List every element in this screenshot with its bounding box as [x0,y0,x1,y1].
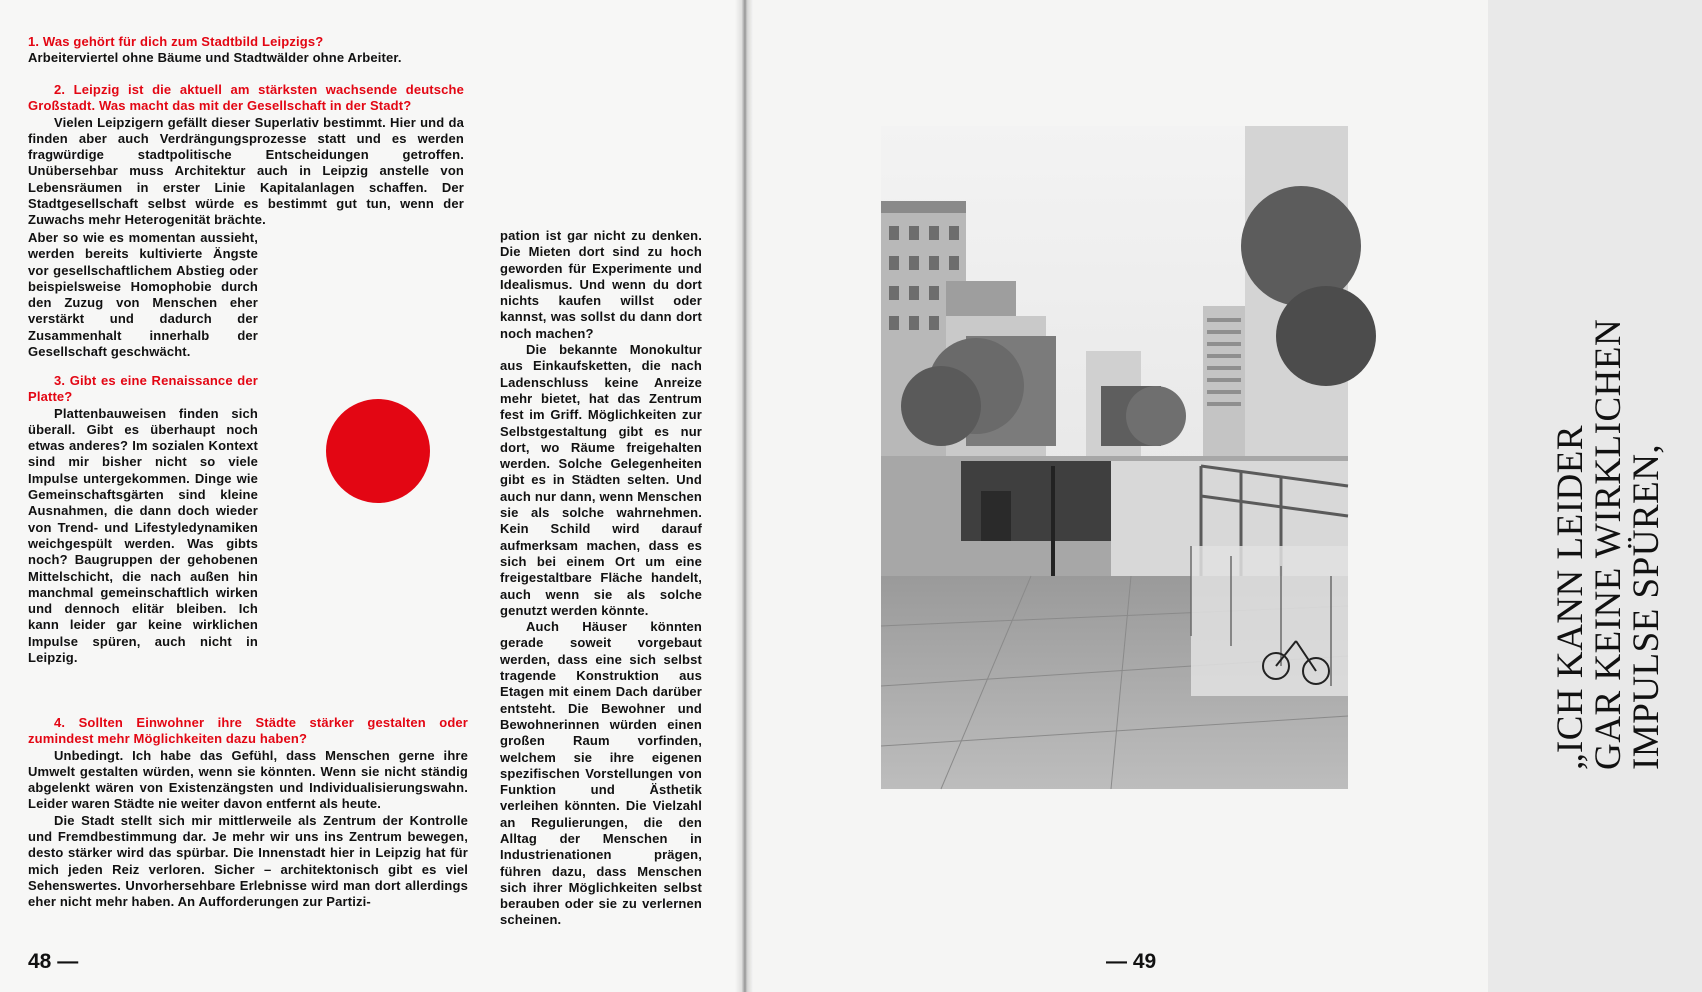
pull-quote [1552,290,1702,770]
street-photo-image [881,126,1348,789]
page-number-right: — 49 [1106,950,1157,973]
pull-quote-line-1: „ICH KANN LEIDER [1550,424,1591,770]
page-number-left: 48 — [28,950,79,973]
pull-quote-line-2: GAR KEINE WIRKLICHEN [1588,318,1629,770]
pull-quote-line-3: IMPULSE SPÜREN, [1626,443,1667,770]
question-1: 1. Was gehört für dich zum Stadtbild Leipzigs? [28,34,324,49]
question-2: 2. Leipzig ist die aktuell am stärksten wachsende deutsche Großstadt. Was macht das mit der Gesellschaft in der Stadt? [28,82,464,114]
answer-2-continued [28,230,258,360]
red-circle [326,399,430,503]
column-2-paragraph-3: Auch Häuser könnten gerade soweit vorgebaut werden, dass eine sich selbst tragende Konstruktion aus Etagen mit einem Dach darüber entsteht. Die Bewohner und Bewohnerinnen würden einen großen Raum vorfinden, welchem sie ihre eigenen spezifischen Vorstellungen von Funktion und Ästhetik verleihen könnten. Die Vielzahl an Regulierungen, die den Alltag der Menschen in Industrienationen prägen, führen dazu, dass Menschen sich ihrer Möglichkeiten selbst berauben oder sie zu verlernen scheinen. [500,619,702,928]
answer-2-narrow: Aber so wie es momentan aussieht, werden bereits kultivierte Ängste vor gesellschaftlichem Abstieg oder beispielsweise Homophobie durch den Zuzug von Menschen eher verstärkt und dadurch der Zusammenhalt innerhalb der Gesellschaft geschwächt. [28,230,258,360]
answer-1: Arbeiterviertel ohne Bäume und Stadtwälder ohne Arbeiter. [28,50,402,66]
answer-4-paragraph-1: Unbedingt. Ich habe das Gefühl, dass Menschen gerne ihre Umwelt gestalten würden, wenn sie könnten. Wenn sie nicht ständig abgelenkt wären von Existenzängsten und Individualisierungswahn. Leider waren Städte nie weiter davon entfernt als heute. [28,747,468,812]
answer-3: Plattenbauweisen finden sich überall. Gibt es überhaupt noch etwas anderes? Im sozialen Kontext sind mir bisher nicht so viele Impulse untergekommen. Dinge wie Gemeinschaftsgärten sind kleine Ausnahmen, die dann doch wieder von Trend- und Lifestyledynamiken weichgespült werden. Was gibts noch? Baugruppen der gehobenen Mittelschicht, die nach außen hin manchmal gemeinschaftlich wirken und dennoch elitär bleiben. Ich kann leider gar keine wirklichen Impulse spüren, auch nicht in Leipzig. [28,405,258,666]
question-3: 3. Gibt es eine Renaissance der Platte? [28,373,258,405]
book-gutter [735,0,753,992]
answer-block-4 [28,715,468,911]
column-2 [500,228,702,929]
answer-block-2 [28,82,464,229]
answer-2: Vielen Leipzigern gefällt dieser Superlativ bestimmt. Hier und da finden aber auch Verdrängungsprozesse statt und es werden fragwürdige stadtpolitische Entscheidungen getroffen. Unübersehbar muss Architektur auch in Leipzig anstelle von Lebensräumen in erster Linie Kapitalanlagen schaffen. Der Stadtgesellschaft selbst würde es bestimmt gut tun, wenn der Zuwachs mehr Heterogenität brächte. [28,114,464,228]
answer-block-3 [28,373,258,666]
street-photo [881,126,1348,789]
right-page [746,0,1667,992]
answer-block-1 [28,34,468,67]
answer-4-paragraph-2: Die Stadt stellt sich mir mittlerweile als Zentrum der Kontrolle und Fremdbestimmung dar. Je mehr wir uns ins Zentrum bewegen, desto stärker wird das spürbar. Die Innenstadt hier in Leipzig hat für mich jeden Reiz verloren. Sicher – architektonisch gibt es viel Sehenswertes. Unvorhersehbare Erlebnisse wird man dort allerdings eher nicht mehr haben. An Aufforderungen zur Partizi- [28,812,468,910]
column-2-paragraph-1: pation ist gar nicht zu denken. Die Mieten dort sind zu hoch geworden für Experimente und Idealismus. Und wenn du dort nichts kaufen willst oder kannst, was sollst du dann dort noch machen? [500,228,702,341]
left-page [0,0,742,992]
question-4: 4. Sollten Einwohner ihre Städte stärker gestalten oder zumindest mehr Möglichkeiten dazu haben? [28,715,468,747]
column-2-paragraph-2: Die bekannte Monokultur aus Einkaufsketten, die nach Ladenschluss keine Anreize mehr bietet, hat das Zentrum fest im Griff. Möglichkeiten zur Selbstgestaltung gibt es nur dort, wo Räume freigehalten werden. Solche Gelegenheiten gibt es in Städten selten. Und auch nur dann, wenn Menschen sie als solche wahrnehmen. Kein Schild wird darauf aufmerksam machen, dass es sich bei einem Ort um eine freigestaltbare Fläche handelt, auch wenn sie als solche genutzt werden könnte. [500,342,702,618]
